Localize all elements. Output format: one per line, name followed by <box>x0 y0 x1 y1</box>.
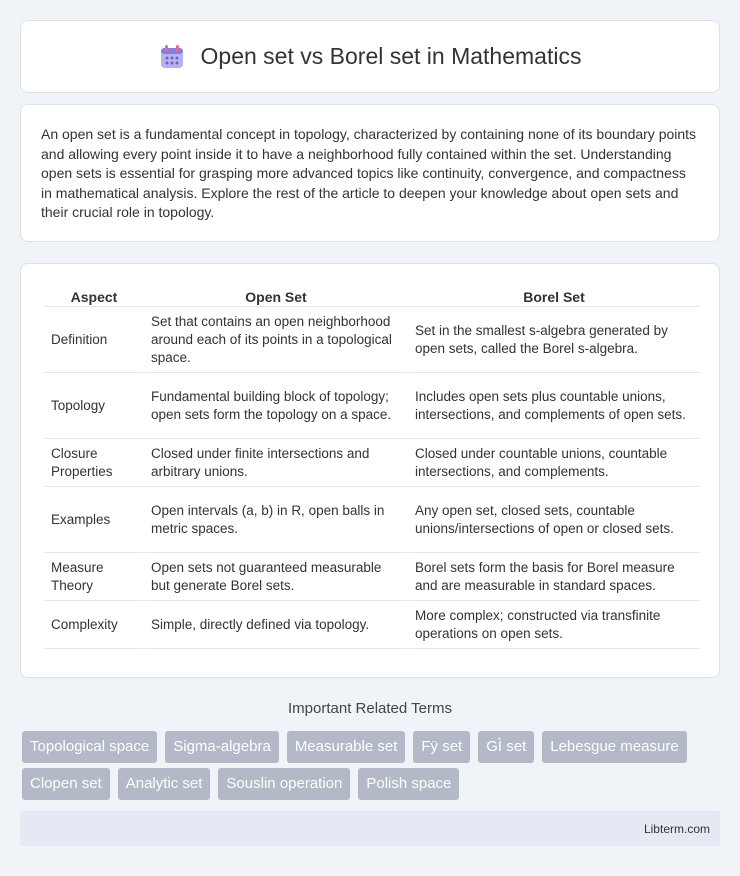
open-set-cell: Simple, directly defined via topology. <box>145 602 407 649</box>
related-terms-title: Important Related Terms <box>288 700 452 717</box>
table-row <box>45 602 699 649</box>
related-term-tag[interactable]: Fÿ set <box>413 731 470 763</box>
borel-set-cell: Borel sets form the basis for Borel measure and are measurable in standard spaces. <box>409 554 699 601</box>
page-title: Open set vs Borel set in Mathematics <box>200 43 582 69</box>
table-row <box>45 374 699 439</box>
aspect-cell: Definition <box>45 308 143 373</box>
intro-text: An open set is a fundamental concept in topology, characterized by containing none of its boundary points and allowing every point inside it to have a neighborhood fully contained within the set. Understanding open sets is essential for grasping more advanced topics like continuity, convergence, and compactness in mathematical analysis. Explore the rest of the article to deepen your knowledge about open sets and their crucial role in topology. <box>41 126 697 221</box>
table-row <box>45 554 699 601</box>
related-term-tag[interactable]: Analytic set <box>118 768 211 800</box>
related-term-tag[interactable]: Lebesgue measure <box>542 731 686 763</box>
related-terms-list <box>22 731 722 800</box>
related-term-tag[interactable]: Topological space <box>22 731 157 763</box>
borel-set-cell: Set in the smallest s-algebra generated by open sets, called the Borel s-algebra. <box>409 308 699 373</box>
open-set-cell: Open sets not guaranteed measurable but generate Borel sets. <box>145 554 407 601</box>
table-row <box>45 308 699 373</box>
table-header-row <box>45 287 699 307</box>
header-borel-set: Borel Set <box>409 287 699 307</box>
borel-set-cell: Includes open sets plus countable unions, intersections, and complements of open sets. <box>409 374 699 439</box>
open-set-cell: Fundamental building block of topology; open sets form the topology on a space. <box>145 374 407 439</box>
aspect-cell: Topology <box>45 374 143 439</box>
related-term-tag[interactable]: Souslin operation <box>218 768 350 800</box>
aspect-cell: Complexity <box>45 602 143 649</box>
borel-set-cell: Closed under countable unions, countable intersections, and complements. <box>409 440 699 487</box>
borel-set-cell: More complex; constructed via transfinite operations on open sets. <box>409 602 699 649</box>
intro-card <box>20 104 720 242</box>
aspect-cell: Closure Properties <box>45 440 143 487</box>
aspect-cell: Measure Theory <box>45 554 143 601</box>
calendar-icon <box>159 44 185 70</box>
open-set-cell: Set that contains an open neighborhood around each of its points in a topological space. <box>145 308 407 373</box>
header-aspect: Aspect <box>45 287 143 307</box>
footer-site-link[interactable]: Libterm.com <box>643 821 710 836</box>
table-row <box>45 488 699 553</box>
table-row <box>45 440 699 487</box>
related-term-tag[interactable]: Measurable set <box>287 731 406 763</box>
related-term-tag[interactable]: Clopen set <box>22 768 110 800</box>
header-card <box>20 20 720 93</box>
aspect-cell: Examples <box>45 488 143 553</box>
comparison-table <box>43 286 701 650</box>
header-open-set: Open Set <box>145 287 407 307</box>
related-term-tag[interactable]: Polish space <box>358 768 459 800</box>
open-set-cell: Closed under finite intersections and arbitrary unions. <box>145 440 407 487</box>
borel-set-cell: Any open set, closed sets, countable unions/intersections of open or closed sets. <box>409 488 699 553</box>
footer <box>20 811 720 846</box>
related-term-tag[interactable]: GÌ set <box>478 731 534 763</box>
header <box>159 43 582 70</box>
related-term-tag[interactable]: Sigma-algebra <box>165 731 279 763</box>
open-set-cell: Open intervals (a, b) in R, open balls in metric spaces. <box>145 488 407 553</box>
comparison-table-card <box>20 263 720 678</box>
